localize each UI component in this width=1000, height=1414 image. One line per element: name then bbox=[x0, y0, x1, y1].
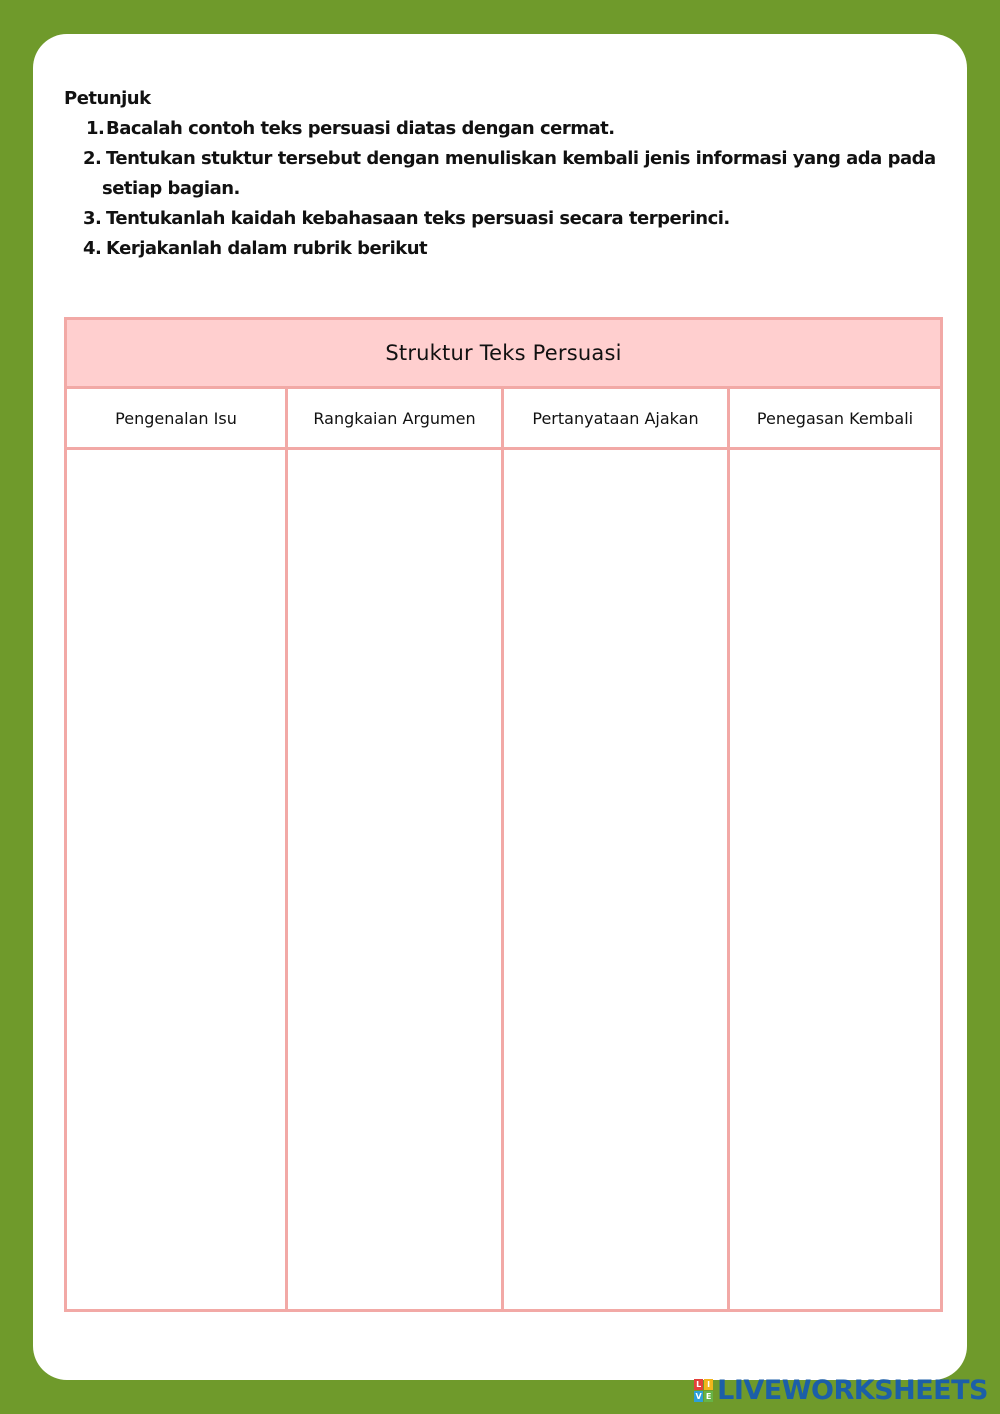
answer-cell-pertanyataan-ajakan[interactable] bbox=[503, 449, 729, 1311]
table-header-row bbox=[66, 388, 942, 449]
liveworksheets-logo[interactable] bbox=[694, 1375, 988, 1406]
instruction-number: 4. bbox=[83, 238, 102, 259]
column-header-penegasan-kembali: Penegasan Kembali bbox=[729, 388, 942, 449]
answer-cell-pengenalan-isu[interactable] bbox=[66, 449, 287, 1311]
liveworksheets-logo-text: LIVEWORKSHEETS bbox=[717, 1375, 988, 1406]
instruction-text-continued: setiap bagian. bbox=[102, 178, 240, 199]
worksheet-page bbox=[33, 34, 967, 1380]
answer-cell-rangkaian-argumen[interactable] bbox=[287, 449, 503, 1311]
table-answer-row bbox=[66, 449, 942, 1311]
answer-cell-penegasan-kembali[interactable] bbox=[729, 449, 942, 1311]
structure-table-container bbox=[64, 317, 940, 1312]
instruction-text: Tentukan stuktur tersebut dengan menuliskan kembali jenis informasi yang ada pada bbox=[106, 148, 936, 169]
instruction-number: 1. bbox=[86, 118, 105, 139]
instruction-number: 3. bbox=[83, 208, 102, 229]
instruction-item bbox=[64, 204, 944, 234]
table-title-row bbox=[66, 319, 942, 388]
column-header-pertanyataan-ajakan: Pertanyataan Ajakan bbox=[503, 388, 729, 449]
logo-mark-letter: V bbox=[695, 1392, 702, 1401]
column-header-rangkaian-argumen: Rangkaian Argumen bbox=[287, 388, 503, 449]
column-header-pengenalan-isu: Pengenalan Isu bbox=[66, 388, 287, 449]
instruction-text: Tentukanlah kaidah kebahasaan teks persuasi secara terperinci. bbox=[106, 208, 730, 229]
instructions-block bbox=[64, 84, 944, 264]
instruction-item bbox=[64, 234, 944, 264]
instruction-item bbox=[64, 144, 944, 204]
instructions-title: Petunjuk bbox=[64, 88, 151, 109]
logo-mark-letter: L bbox=[696, 1380, 702, 1389]
instruction-item bbox=[64, 114, 944, 144]
instruction-text: Bacalah contoh teks persuasi diatas dengan cermat. bbox=[106, 118, 615, 139]
table-title: Struktur Teks Persuasi bbox=[66, 319, 942, 388]
liveworksheets-logo-icon bbox=[694, 1379, 713, 1402]
logo-mark-letter: I bbox=[704, 1379, 713, 1390]
structure-table bbox=[64, 317, 943, 1312]
instruction-text: Kerjakanlah dalam rubrik berikut bbox=[106, 238, 428, 259]
logo-mark-letter: E bbox=[705, 1392, 712, 1401]
instruction-number: 2. bbox=[83, 148, 102, 169]
instructions-list bbox=[64, 114, 944, 264]
